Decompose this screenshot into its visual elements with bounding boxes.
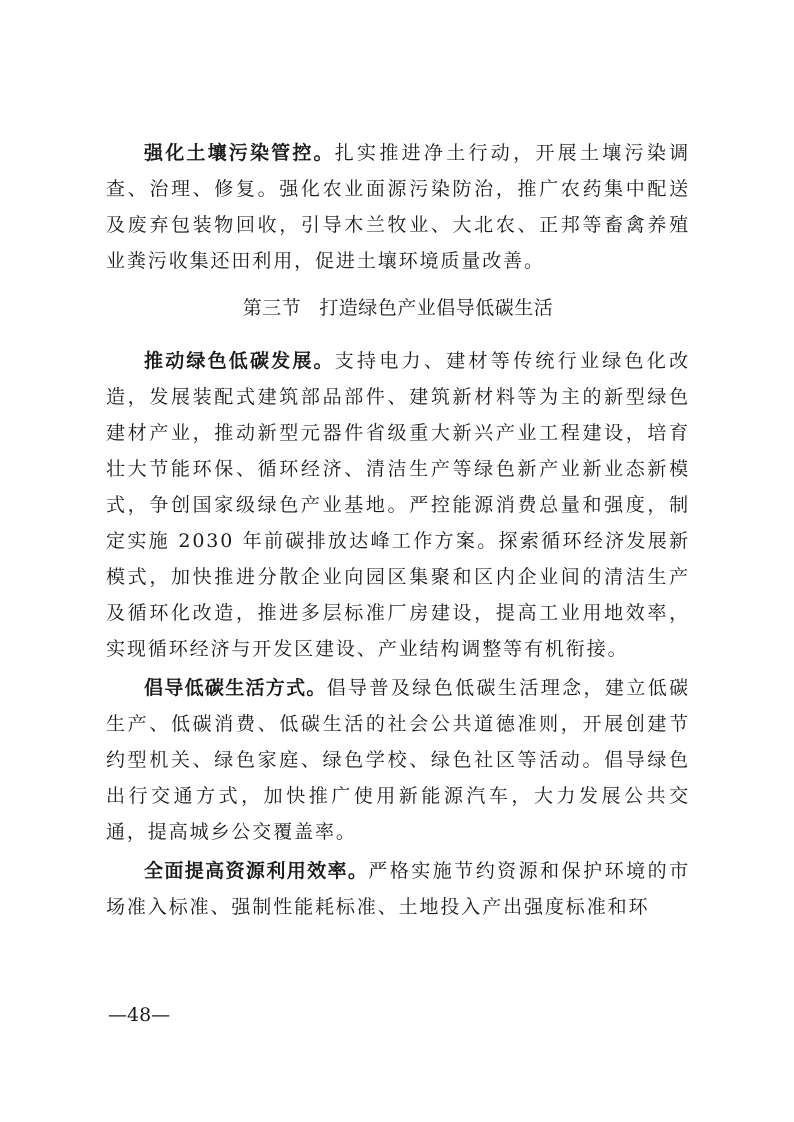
- paragraph-lead: 推动绿色低碳发展。: [144, 350, 335, 372]
- paragraph-green-development: [106, 343, 690, 667]
- section-number: 第三节: [242, 297, 302, 319]
- paragraph-lead: 倡导低碳生活方式。: [144, 677, 327, 699]
- paragraph-soil-control: [106, 135, 690, 279]
- paragraph-low-carbon-lifestyle: [106, 670, 690, 850]
- paragraph-lead: 全面提高资源利用效率。: [144, 860, 369, 882]
- document-body: [106, 135, 690, 928]
- paragraph-text: 扎实推进净土行动，开展土壤污染调查、治理、修复。强化农业面源污染防治，推广农药集中配送及废弃包装物回收，引导木兰牧业、大北农、正邦等畜禽养殖业粪污收集还田利用，促进土壤环境质量改善。: [106, 142, 691, 272]
- paragraph-resource-efficiency: [106, 853, 690, 925]
- page-number: —48—: [108, 1004, 171, 1026]
- paragraph-text: 支持电力、建材等传统行业绿色化改造，发展装配式建筑部品部件、建筑新材料等为主的新型绿色建材产业，推动新型元器件省级重大新兴产业工程建设，培育壮大节能环保、循环经济、清洁生产等绿色新产业新业态新模式，争创国家级绿色产业基地。严控能源消费总量和强度，制定实施 2030 年前碳排放达峰工作方案。探索循环经济发展新模式，加快推进分散企业向园区集聚和区内企业间的清洁生产及循环化改造，推进多层标准厂房建设，提高工业用地效率，实现循环经济与开发区建设、产业结构调整等有机衔接。: [106, 350, 691, 660]
- paragraph-text: 严格实施节约资源和保护环境的市场准入标准、强制性能耗标准、土地投入产出强度标准和环: [106, 860, 690, 918]
- section-title: 打造绿色产业倡导低碳生活: [319, 297, 554, 319]
- paragraph-text: 倡导普及绿色低碳生活理念，建立低碳生产、低碳消费、低碳生活的社会公共道德准则，开展创建节约型机关、绿色家庭、绿色学校、绿色社区等活动。倡导绿色出行交通方式，加快推广使用新能源汽车，大力发展公共交通，提高城乡公交覆盖率。: [106, 677, 690, 843]
- paragraph-lead: 强化土壤污染管控。: [144, 142, 335, 164]
- section-heading: [106, 293, 690, 323]
